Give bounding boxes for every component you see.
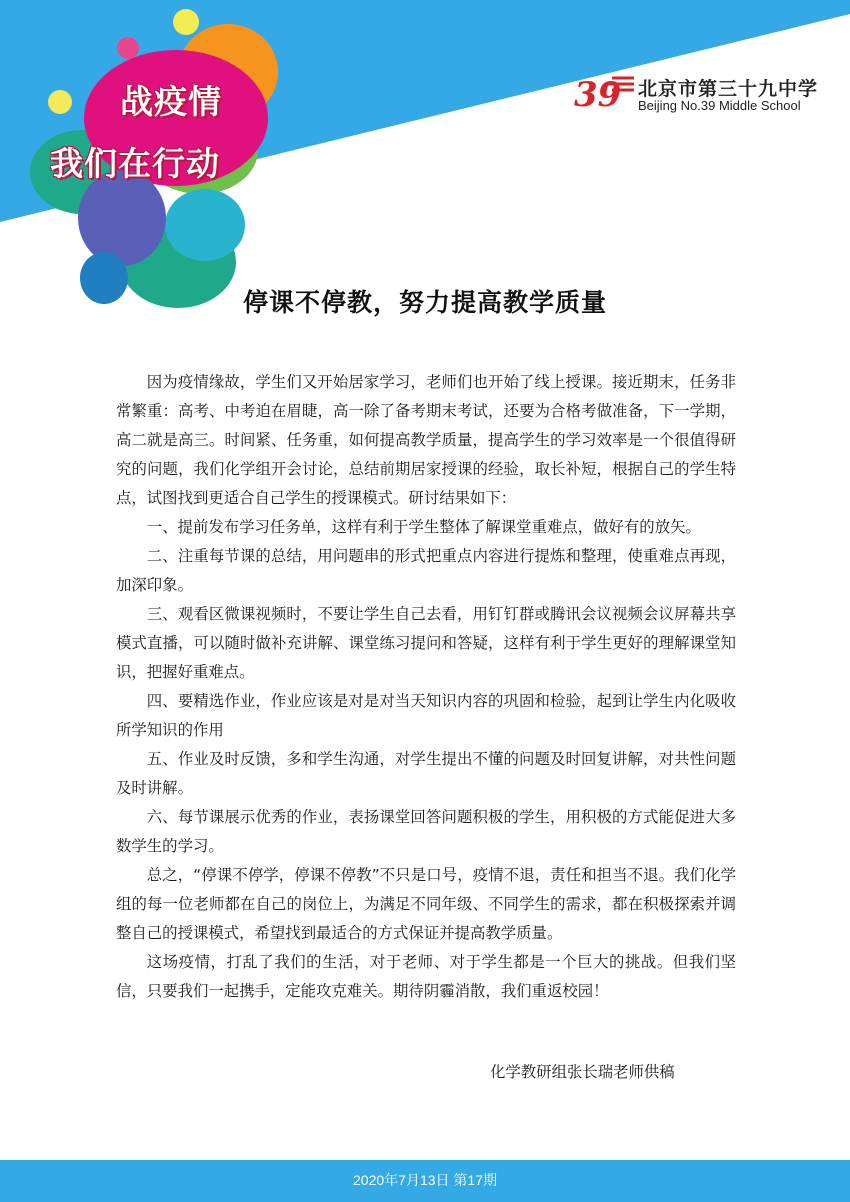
logo-number: 39 [574, 75, 622, 115]
school-name-cn: 北京市第三十九中学 [638, 78, 819, 100]
paragraph-point-2: 二、注重每节课的总结，用问题串的形式把重点内容进行提炼和整理，使重难点再现，加深印象。 [116, 547, 736, 594]
paragraph-summary: 总之，“停课不停学，停课不停教”不只是口号，疫情不退，责任和担当不退。我们化学组的每一位老师都在自己的岗位上，为满足不同年级、不同学生的需求，都在积极探索并调整自己的授课模式，希望找到最适合的方式保证并提高教学质量。 [116, 866, 736, 942]
paragraph-point-4: 四、要精选作业，作业应该是对是对当天知识内容的巩固和检验，起到让学生内化吸收所学知识的作用 [116, 692, 736, 739]
paragraph-point-1: 一、提前发布学习任务单，这样有利于学生整体了解课堂重难点，做好有的放矢。 [146, 518, 701, 536]
paragraph-closing: 这场疫情，打乱了我们的生活，对于老师、对于学生都是一个巨大的挑战。但我们坚信，只要我们一起携手，定能攻克难关。期待阴霾消散，我们重返校园！ [116, 953, 736, 1000]
paragraph-point-6: 六、每节课展示优秀的作业，表扬课堂回答问题积极的学生，用积极的方式能促进大多数学生的学习。 [116, 808, 736, 855]
school-name-en: Beijing No.39 Middle School [638, 98, 801, 113]
school-logo-mark [572, 68, 636, 116]
paragraph-point-3: 三、观看区微课视频时，不要让学生自己去看，用钉钉群或腾讯会议视频会议屏幕共享模式直播，可以随时做补充讲解、课堂练习提问和答疑，这样有利于学生更好的理解课堂知识，把握好重难点。 [116, 605, 736, 681]
footer-bar [0, 1160, 850, 1202]
article-body [116, 368, 736, 1006]
article-title: 停课不停教，努力提高教学质量 [242, 288, 607, 317]
paragraph-point-5: 五、作业及时反馈，多和学生沟通，对学生提出不懂的问题及时回复讲解，对共性问题及时讲解。 [116, 750, 736, 797]
school-logo [572, 68, 837, 118]
slogan-line-2: 我们在行动 [50, 144, 220, 183]
article-author: 化学教研组张长瑞老师供稿 [490, 1063, 675, 1081]
footer-issue-info: 2020年7月13日 第17期 [353, 1172, 497, 1188]
slogan-line-1: 战疫情 [120, 82, 222, 121]
paragraph-intro: 因为疫情缘故，学生们又开始居家学习，老师们也开始了线上授课。接近期末，任务非常繁重：高考、中考迫在眉睫，高一除了备考期末考试，还要为合格考做准备，下一学期，高二就是高三。时间紧、任务重，如何提高教学质量，提高学生的学习效率是一个很值得研究的问题，我们化学组开会讨论，总结前期居家授课的经验，取长补短，根据自己的学生特点，试图找到更适合自己学生的授课模式。研讨结果如下： [116, 373, 736, 507]
